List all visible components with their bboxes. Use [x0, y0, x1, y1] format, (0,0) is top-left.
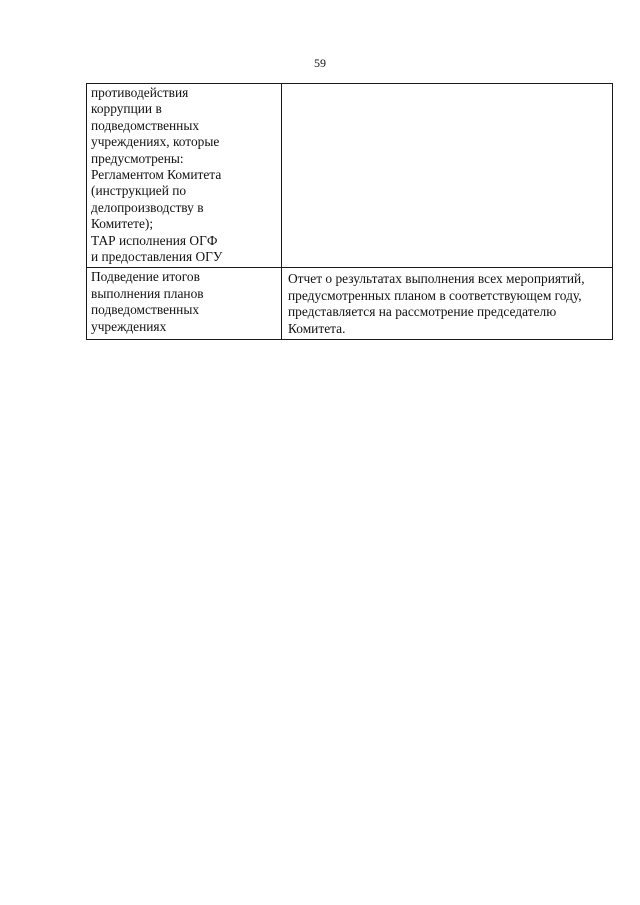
cell-text-line: учреждениях, которые: [91, 134, 220, 150]
cell-text-line: Комитете);: [91, 216, 154, 232]
cell-text-line: (инструкцией по: [91, 183, 187, 199]
cell-text-line: Комитета.: [288, 320, 346, 336]
cell-text-line: делопроизводству в: [91, 199, 204, 215]
cell-text-line: и предоставления ОГУ: [91, 249, 223, 265]
cell-text-line: предусмотрены:: [91, 150, 184, 166]
cell-text-line: подведомственных: [91, 302, 200, 318]
cell-text-line: Отчет о результатах выполнения всех мероприятий,: [288, 271, 585, 287]
cell-text-line: представляется на рассмотрение председателю: [288, 304, 557, 320]
cell-text-line: коррупции в: [91, 101, 162, 117]
document-table: [86, 83, 613, 340]
cell-text-line: ТАР исполнения ОГФ: [91, 232, 218, 248]
cell-text-line: предусмотренных планом в соответствующем году,: [288, 287, 582, 303]
table-cell-left: [87, 268, 282, 340]
cell-text-line: противодействия: [91, 85, 189, 100]
table-cell-left: [87, 84, 282, 268]
table-cell-right: [282, 84, 613, 268]
cell-text-line: учреждениях: [91, 318, 167, 334]
table-row: [87, 84, 613, 268]
cell-text-line: Подведение итогов: [91, 269, 200, 285]
cell-text-line: подведомственных: [91, 117, 200, 133]
table-cell-right: [282, 268, 613, 340]
page-number: 59: [314, 56, 326, 70]
cell-text-line: Регламентом Комитета: [91, 167, 222, 183]
cell-text-line: выполнения планов: [91, 285, 204, 301]
table-row: [87, 268, 613, 340]
